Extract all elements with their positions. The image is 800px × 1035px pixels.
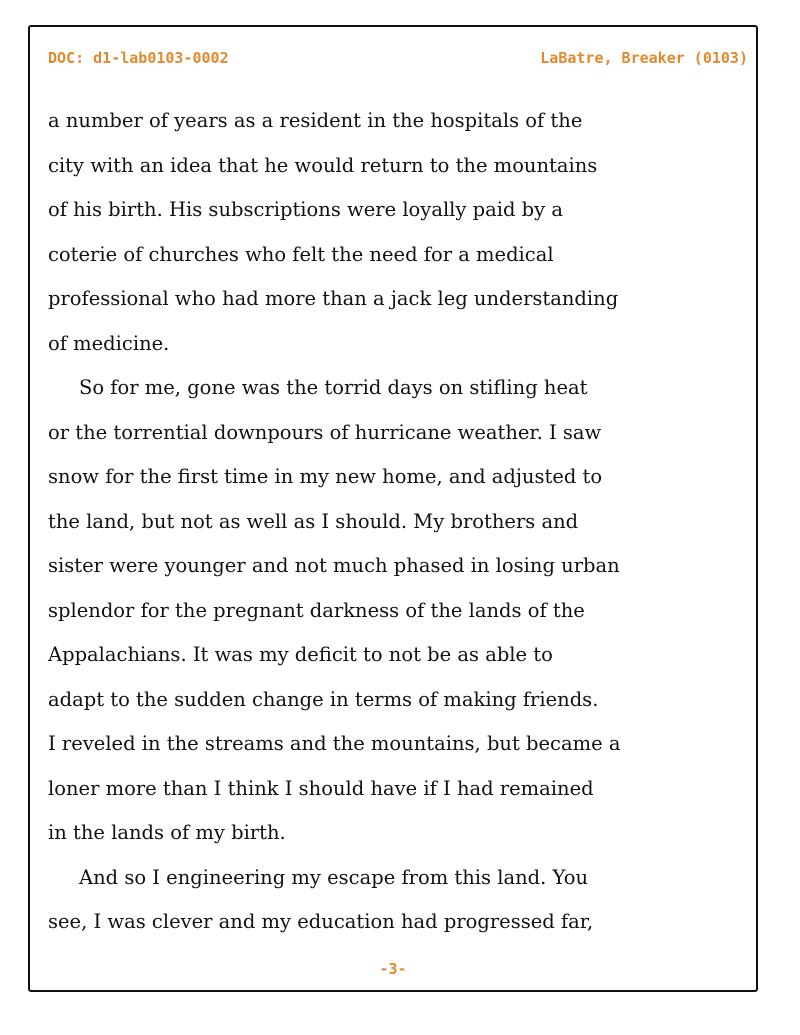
text-line: sister were younger and not much phased in losing urban <box>48 554 620 577</box>
document-id: DOC: d1-lab0103-0002 <box>48 49 229 67</box>
text-line: or the torrential downpours of hurricane weather. I saw <box>48 420 602 444</box>
text-line: a number of years as a resident in the hospitals of the <box>48 109 583 132</box>
text-line: I reveled in the streams and the mountains, but became a <box>48 732 621 755</box>
text-line: adapt to the sudden change in terms of making friends. <box>48 687 599 711</box>
body-text <box>48 99 748 945</box>
text-line: of his birth. His subscriptions were loyally paid by a <box>48 198 563 221</box>
text-line: of medicine. <box>48 331 170 355</box>
page-number: -3- <box>379 960 407 978</box>
text-line: splendor for the pregnant darkness of the lands of the <box>48 598 585 622</box>
text-line: And so I engineering my escape from this land. You <box>48 865 589 889</box>
text-line: in the lands of my birth. <box>48 821 286 844</box>
author-title: LaBatre, Breaker (0103) <box>540 49 748 67</box>
text-line: the land, but not as well as I should. My brothers and <box>48 509 579 533</box>
text-line: Appalachians. It was my deficit to not be as able to <box>48 643 553 666</box>
text-line: snow for the first time in my new home, and adjusted to <box>48 465 603 488</box>
text-line: loner more than I think I should have if I had remained <box>48 776 594 800</box>
text-line: city with an idea that he would return to the mountains <box>48 153 598 177</box>
text-line: So for me, gone was the torrid days on stifling heat <box>48 376 588 399</box>
text-line: see, I was clever and my education had progressed far, <box>48 910 594 933</box>
text-line: professional who had more than a jack leg understanding <box>48 287 619 310</box>
document-page <box>28 25 758 992</box>
text-line: coterie of churches who felt the need for a medical <box>48 242 554 266</box>
